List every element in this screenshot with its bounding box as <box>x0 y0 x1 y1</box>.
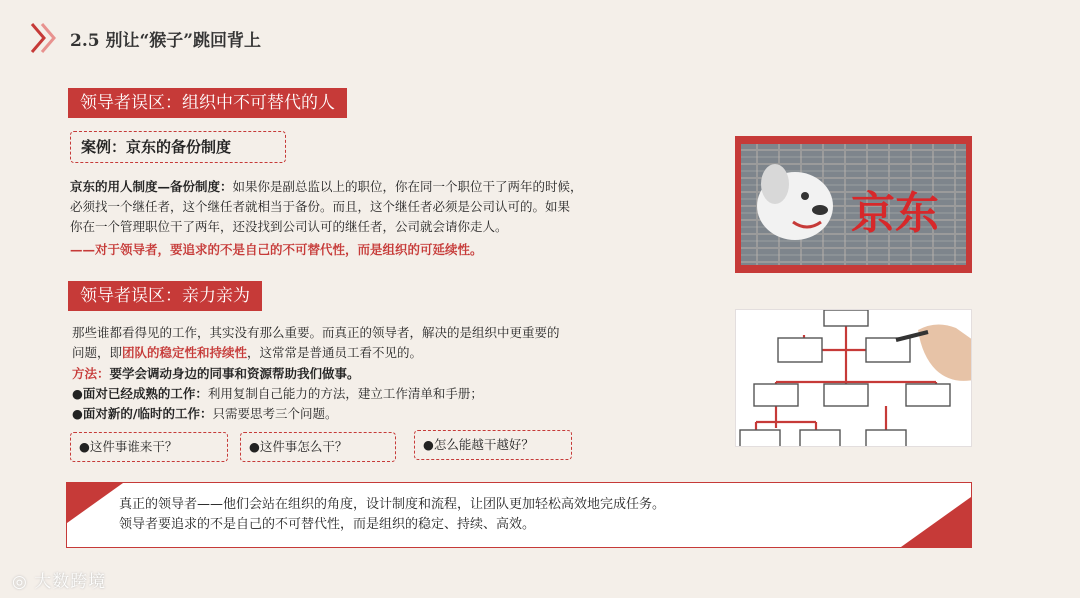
chevron-right-icon <box>28 20 64 56</box>
case-label-box: 案例：京东的备份制度 <box>70 131 286 163</box>
question-box-how: ●这件事怎么干？ <box>240 432 396 462</box>
case-line-1-text: 如果你是副总监以上的职位，你在同一个职位干了两年的时候， <box>232 179 583 194</box>
method-text: 要学会调动身边的同事和资源帮助我们做事。 <box>109 366 360 381</box>
jd-logo-text: 京东 <box>851 188 939 239</box>
watermark-text: 大数跨境 <box>34 572 107 592</box>
case-paragraph-line-2: 必须找一个继任者，这个继任者就相当于备份。而且，这个继任者必须是公司认可的。如果 <box>70 199 571 214</box>
summary-corner-top-left <box>67 483 123 523</box>
method-line <box>72 364 360 384</box>
watermark-logo <box>12 567 106 592</box>
question-box-who: ●这件事谁来干？ <box>70 432 228 462</box>
bullet-new-text: 只需要思考三个问题。 <box>212 406 338 421</box>
highlight-team-stability: 团队的稳定性和持续性 <box>122 345 248 360</box>
bullet-mature-text: 利用复制自己能力的方法，建立工作清单和手册； <box>207 386 483 401</box>
method-label: 方法： <box>72 366 110 381</box>
page-title: 2.5 别让“猴子”跳回背上 <box>70 31 262 51</box>
watermark-icon: ◎ <box>12 572 28 592</box>
org-chart-image <box>736 310 972 447</box>
summary-line-1: 真正的领导者——他们会站在组织的角度，设计制度和流程，让团队更加轻松高效地完成任务。 <box>119 497 666 512</box>
hands-on-paragraph-line-1: 那些谁都看得见的工作，其实没有那么重要。而真正的领导者，解决的是组织中更重要的 <box>72 325 560 340</box>
bullet-mature-label: ●面对已经成熟的工作： <box>72 386 208 401</box>
hands-on-line-2-b: ，这常常是普通员工看不见的。 <box>247 345 423 360</box>
section-banner-hands-on: 领导者误区：亲力亲为 <box>68 281 262 311</box>
bullet-new-work <box>72 404 338 424</box>
hands-on-paragraph-line-2 <box>72 343 422 363</box>
case-paragraph-line-1 <box>70 177 583 197</box>
case-conclusion: ——对于领导者，要追求的不是自己的不可替代性，而是组织的可延续性。 <box>70 242 483 257</box>
jd-building-photo <box>735 136 972 273</box>
summary-box <box>66 482 972 548</box>
bullet-new-label: ●面对新的/临时的工作： <box>72 406 213 421</box>
jd-building-image <box>735 136 972 273</box>
question-box-better: ●怎么能越干越好？ <box>414 430 572 460</box>
case-lead-term: 京东的用人制度—备份制度： <box>70 179 233 194</box>
case-paragraph-line-3: 你在一个管理职位干了两年，还没找到公司认可的继任者，公司就会请你走人。 <box>70 219 508 234</box>
section-banner-irreplaceable: 领导者误区：组织中不可替代的人 <box>68 88 347 118</box>
summary-corner-bottom-right <box>901 497 971 547</box>
summary-line-2: 领导者要追求的不是自己的不可替代性，而是组织的稳定、持续、高效。 <box>119 517 536 532</box>
bullet-mature-work <box>72 384 483 404</box>
hands-on-line-2-a: 问题，即 <box>72 345 123 360</box>
org-chart-photo <box>735 309 972 447</box>
